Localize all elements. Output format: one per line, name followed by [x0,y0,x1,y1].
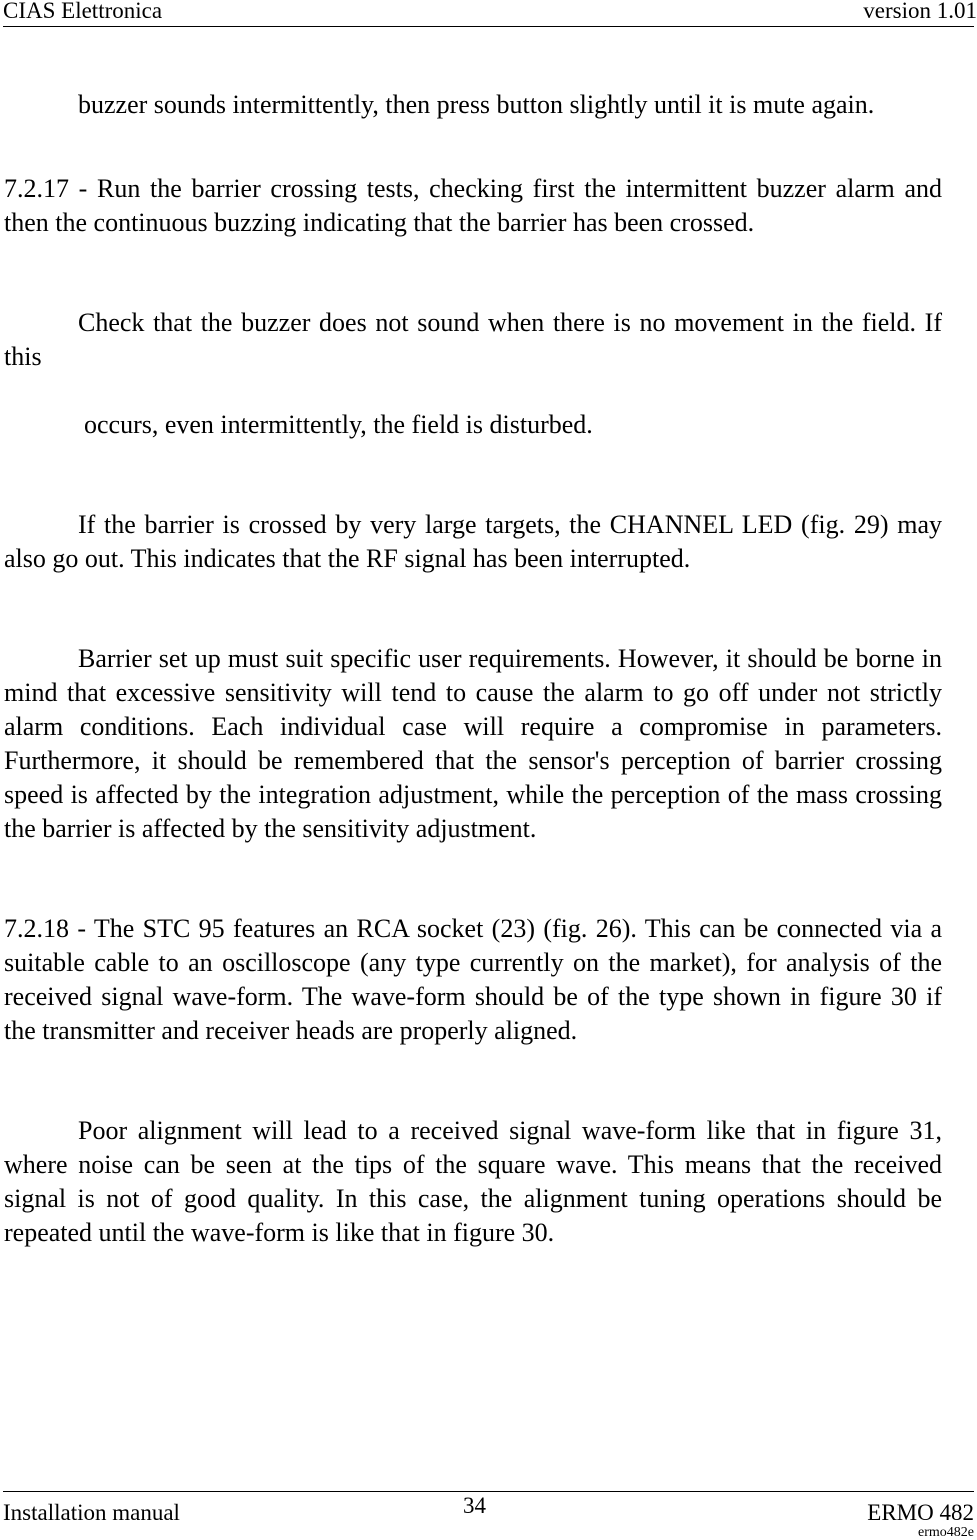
paragraph-7-2-18: 7.2.18 - The STC 95 features an RCA socket (23) (fig. 26). This can be connected via a suitable cable to an oscilloscope (any type currently on the market), for analysis of the received signal wave-form. The wave-form should be of the type shown in figure 30 if the transmitter and receiver heads are properly aligned. [4,914,942,1045]
paragraph-channel-led: If the barrier is crossed by very large targets, the CHANNEL LED (fig. 29) may also go out. This indicates that the RF signal has been interrupted. [4,510,942,573]
page-footer [3,1491,974,1539]
paragraph-buzzer-mute: buzzer sounds intermittently, then press button slightly until it is mute again. [78,90,875,119]
footer-product: ERMO 482 [867,1500,974,1525]
paragraph-poor-alignment: Poor alignment will lead to a received signal wave-form like that in figure 31, where noise can be seen at the tips of the square wave. This means that the received signal is not of good quality. In this case, the alignment tuning operations should be repeated until the wave-form is like that in figure 30. [4,1116,942,1247]
page-header [3,0,977,27]
footer-manual-title: Installation manual [3,1500,180,1525]
header-version: version 1.01 [863,0,977,23]
paragraph-7-2-17: 7.2.17 - Run the barrier crossing tests, checking first the intermittent buzzer alarm and then the continuous buzzing indicating that the barrier has been crossed. [4,174,942,237]
page-body [4,88,942,1250]
footer-document-code: ermo482e [918,1525,974,1540]
paragraph-setup-requirements: Barrier set up must suit specific user requirements. However, it should be borne in mind that excessive sensitivity will tend to cause the alarm to go off under not strictly alarm conditions. Each individual case will require a compromise in parameters. Furthermore, it should be remembered that the sensor's perception of barrier crossing speed is affected by the integration adjustment, while the perception of the mass crossing the barrier is affected by the sensitivity adjustment. [4,644,942,843]
paragraph-field-disturbed: occurs, even intermittently, the field is disturbed. [84,410,593,439]
header-company: CIAS Elettronica [3,0,163,23]
footer-page-number: 34 [463,1493,486,1518]
paragraph-no-movement-check: Check that the buzzer does not sound when there is no movement in the field. If this [4,308,942,371]
